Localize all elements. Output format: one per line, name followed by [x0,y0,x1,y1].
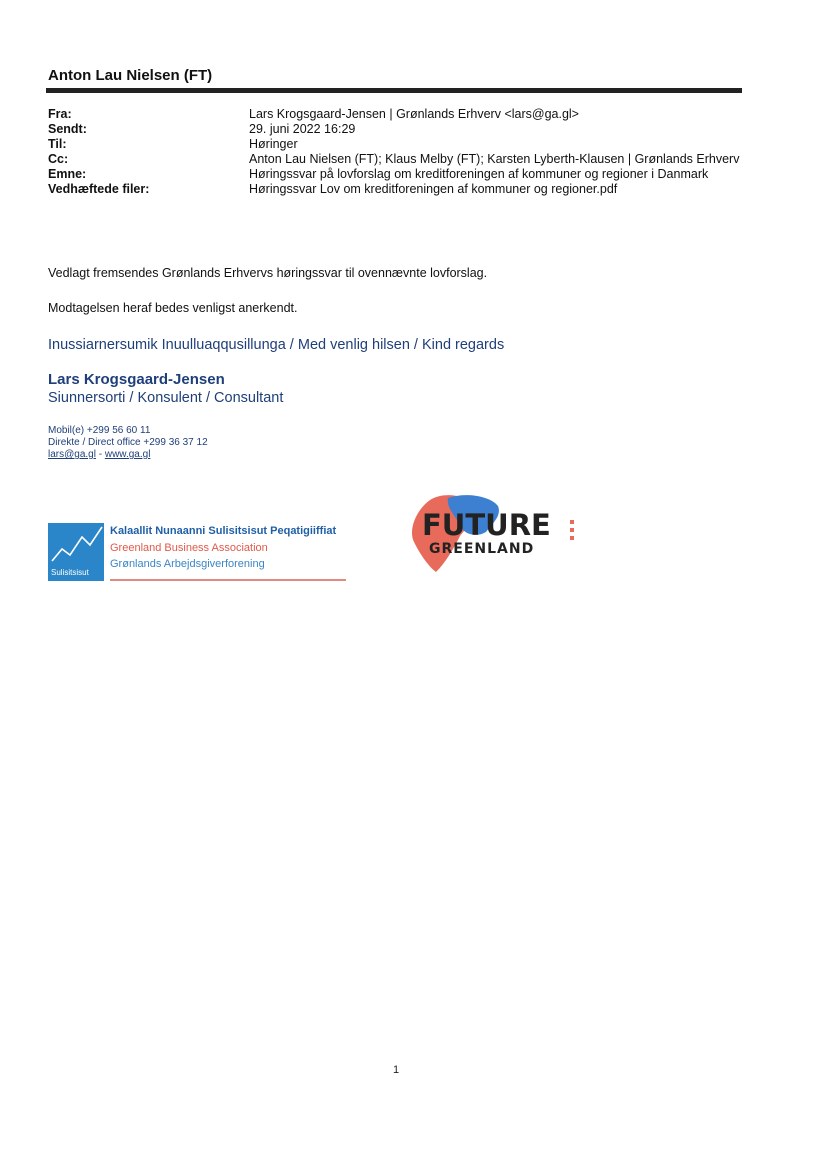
field-cc [48,152,748,167]
contact-direct: Direkte / Direct office +299 36 37 12 [48,437,208,448]
gba-name-english: Greenland Business Association [110,542,268,554]
field-label: Fra: [48,107,72,121]
contact-links [48,449,150,460]
field-label: Emne: [48,167,87,181]
greenland-wordmark: GREENLAND [429,541,535,557]
field-value: Anton Lau Nielsen (FT); Klaus Melby (FT); Karsten Lyberth-Klausen | Grønlands Erhverv [249,152,740,166]
field-label: Vedhæftede filer: [48,182,150,196]
website-link[interactable]: www.ga.gl [104,449,151,460]
future-greenland-logo [402,492,582,574]
body-paragraph: Vedlagt fremsendes Grønlands Erhvervs høringssvar til ovennævnte lovforslag. [48,266,488,280]
field-subject [48,167,748,182]
field-from [48,107,748,122]
field-label: Cc: [48,152,69,166]
future-wordmark: FUTURE [422,508,551,542]
field-attachments [48,182,748,197]
gba-name-danish: Grønlands Arbejdsgiverforening [110,558,265,570]
email-header-fields [48,107,748,197]
contact-mobile: Mobil(e) +299 56 60 11 [48,425,151,436]
page-number: 1 [393,1064,400,1076]
title-divider [46,88,742,93]
gba-name-kalaallisut: Kalaallit Nunaanni Sulisitsisut Peqatigiiffiat [110,525,337,537]
sender-title: Anton Lau Nielsen (FT) [48,67,213,84]
field-to [48,137,748,152]
link-separator: - [95,449,105,460]
signature-greeting: Inussiarnersumik Inuulluaqqusillunga / Med venlig hilsen / Kind regards [48,337,505,353]
field-label: Sendt: [48,122,87,136]
body-paragraph: Modtagelsen heraf bedes venligst anerkendt. [48,301,298,315]
gba-underline [110,579,346,581]
email-link[interactable]: lars@ga.gl [48,449,96,460]
field-value: 29. juni 2022 16:29 [249,122,356,136]
signature-name: Lars Krogsgaard-Jensen [48,371,225,388]
gba-logo-box [48,523,104,581]
field-value: Høringer [249,137,298,151]
greenland-business-association-logo [48,523,348,585]
gba-box-label: Sulisitsisut [51,568,89,577]
field-value: Lars Krogsgaard-Jensen | Grønlands Erhverv <lars@ga.gl> [249,107,579,121]
signature-title: Siunnersorti / Konsulent / Consultant [48,390,284,406]
field-value: Høringssvar Lov om kreditforeningen af kommuner og regioner.pdf [249,182,618,196]
field-value: Høringssvar på lovforslag om kreditforeningen af kommuner og regioner i Danmark [249,167,709,181]
field-label: Til: [48,137,67,151]
field-sent [48,122,748,137]
